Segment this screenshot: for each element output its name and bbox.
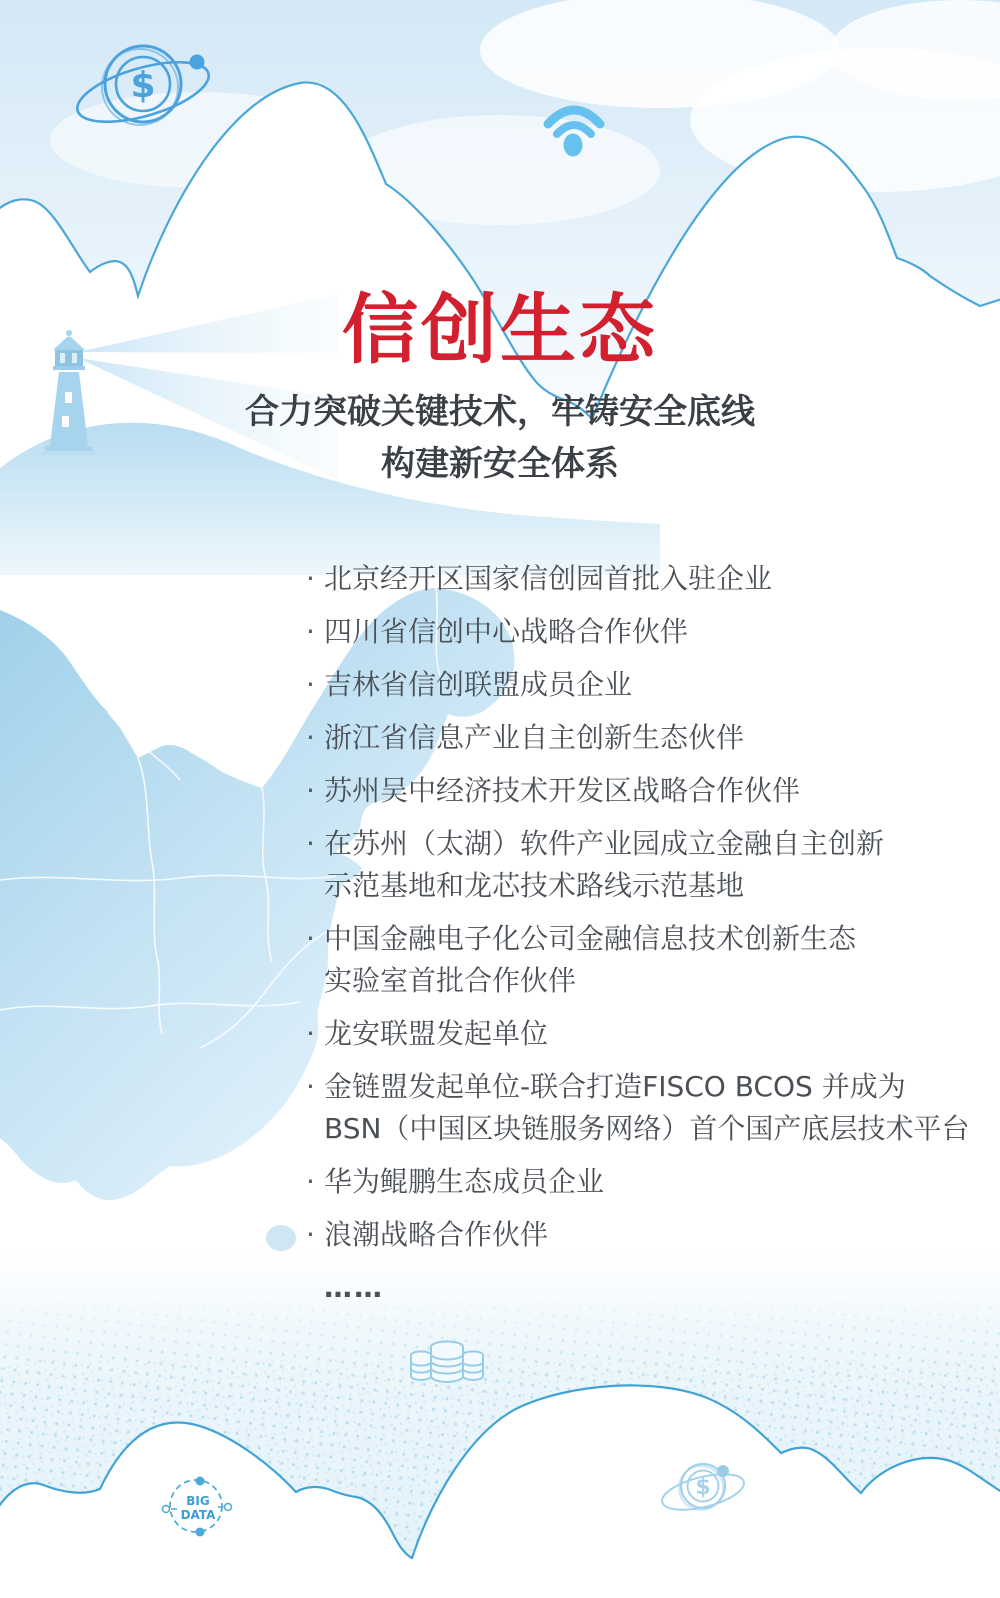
list-item-line: 示范基地和龙芯技术路线示范基地 (324, 869, 745, 902)
list-item (306, 717, 970, 759)
list-item-line: 吉林省信创联盟成员企业 (324, 668, 633, 701)
list-item (306, 558, 970, 600)
ellipsis-line: …… (324, 1271, 384, 1304)
bullet-dot: · (306, 827, 315, 860)
list-item (306, 823, 970, 907)
big-data-label-1: BIG (186, 1494, 210, 1508)
list-item (306, 1066, 970, 1150)
list-item (306, 1161, 970, 1203)
list-item (306, 611, 970, 653)
bullet-dot: · (306, 615, 315, 648)
bullet-dot: · (306, 1218, 315, 1251)
list-item (306, 664, 970, 706)
dollar-glyph-small: $ (695, 1475, 711, 1500)
list-item-line: 在苏州（太湖）软件产业园成立金融自主创新 (324, 827, 885, 860)
bullet-dot: · (306, 668, 315, 701)
hainan-island (266, 1225, 296, 1251)
bullet-dot: · (306, 721, 315, 754)
list-item (306, 918, 970, 1002)
list-item-line: 苏州吴中经济技术开发区战略合作伙伴 (324, 774, 801, 807)
achievement-list (306, 558, 970, 1309)
list-item (306, 1013, 970, 1055)
bullet-dot: · (306, 562, 315, 595)
list-item (306, 770, 970, 812)
list-item-line: 四川省信创中心战略合作伙伴 (324, 615, 689, 648)
page-title: 信创生态 (342, 285, 658, 374)
list-item-line: 北京经开区国家信创园首批入驻企业 (324, 562, 773, 595)
list-item-line: 实验室首批合作伙伴 (324, 964, 577, 997)
subtitle-line-1: 合力突破关键技术，牢铸安全底线 (245, 392, 755, 432)
subtitle-line-2: 构建新安全体系 (381, 444, 619, 484)
bullet-dot: · (306, 922, 315, 955)
list-item-line: 华为鲲鹏生态成员企业 (324, 1165, 605, 1198)
bullet-dot: · (306, 774, 315, 807)
bullet-dot: · (306, 1017, 315, 1050)
list-item-line: 金链盟发起单位-联合打造FISCO BCOS 并成为 (324, 1070, 906, 1103)
list-item-line: BSN（中国区块链服务网络）首个国产底层技术平台 (324, 1112, 970, 1145)
page-subtitle (0, 386, 1000, 490)
list-item-line: 中国金融电子化公司金融信息技术创新生态 (324, 922, 857, 955)
dollar-glyph: $ (130, 65, 156, 106)
list-item-line: 龙安联盟发起单位 (324, 1017, 549, 1050)
achievement-items (306, 558, 970, 1256)
big-data-label-2: DATA (180, 1508, 216, 1522)
bullet-dot: · (306, 1165, 315, 1198)
list-item-line: 浪潮战略合作伙伴 (324, 1218, 549, 1251)
list-item (306, 1214, 970, 1256)
list-item-line: 浙江省信息产业自主创新生态伙伴 (324, 721, 745, 754)
bullet-dot: · (306, 1070, 315, 1103)
